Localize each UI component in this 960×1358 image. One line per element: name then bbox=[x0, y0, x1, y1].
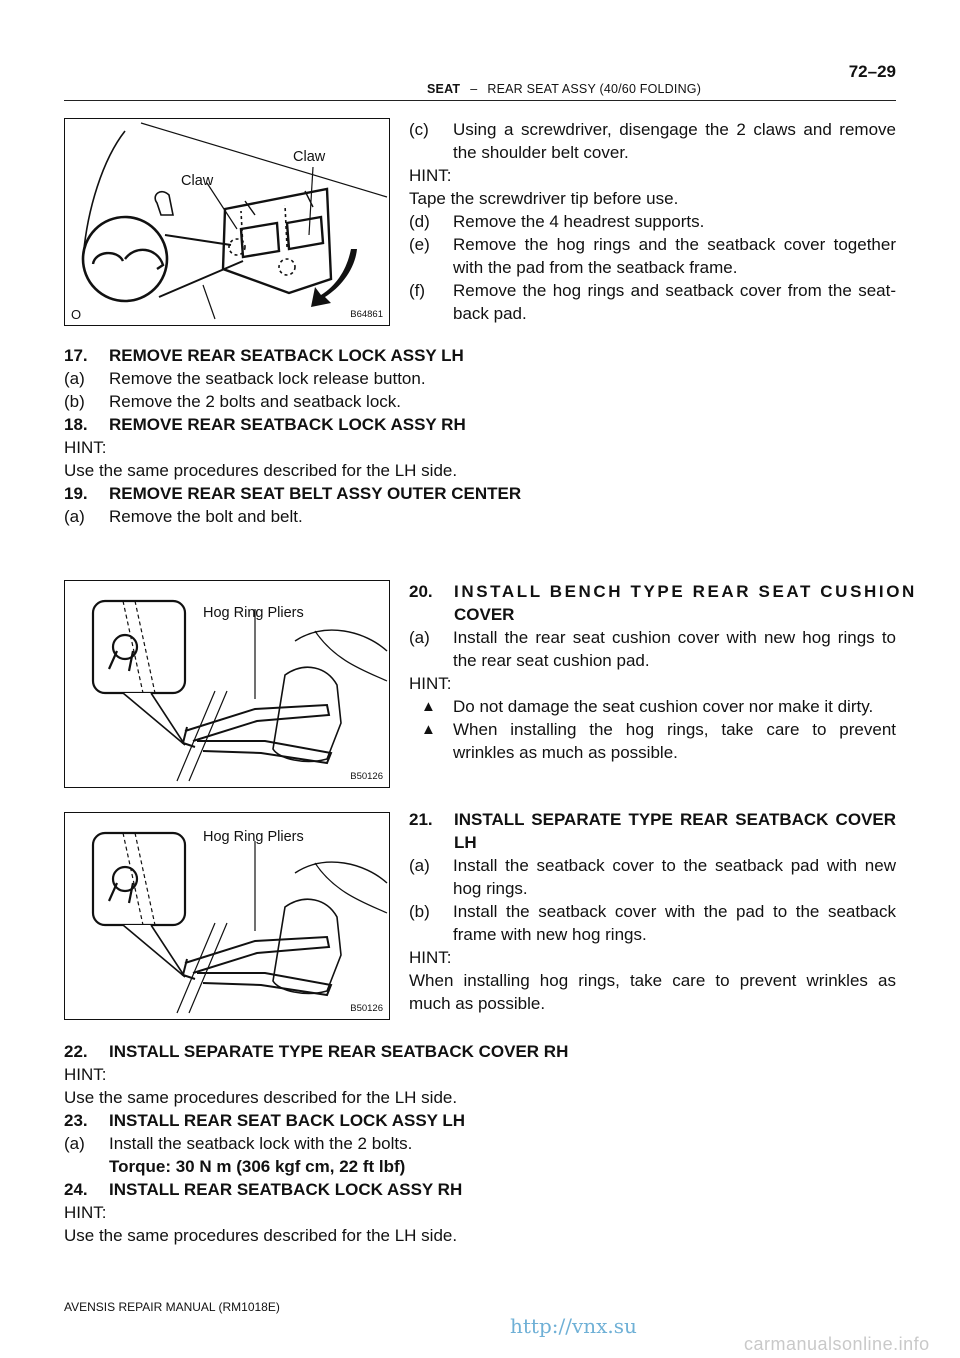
figure-id-3: B50126 bbox=[350, 1003, 383, 1014]
s21-b-line2: frame with new hog rings. bbox=[453, 925, 647, 944]
figure-id-2: B50126 bbox=[350, 771, 383, 782]
s21-a-line1: Install the seatback cover to the seatback pad with new bbox=[453, 856, 896, 875]
s24-number: 24. bbox=[64, 1180, 88, 1199]
s21-title-line1: INSTALL SEPARATE TYPE REAR SEATBACK COVER bbox=[454, 810, 896, 829]
s21-hint-label: HINT: bbox=[409, 948, 452, 967]
s19-a-label: (a) bbox=[64, 507, 85, 526]
s20-bullet-2-line1: When installing the hog rings, take care to prevent bbox=[453, 720, 896, 739]
page-number: 72–29 bbox=[848, 62, 896, 81]
header-subsection: REAR SEAT ASSY (40/60 FOLDING) bbox=[487, 82, 702, 96]
figure-corner-mark: O bbox=[71, 307, 82, 322]
s18-hint-text: Use the same procedures described for the LH side. bbox=[64, 461, 458, 480]
s22-hint-text: Use the same procedures described for the LH side. bbox=[64, 1088, 458, 1107]
s20-a-label: (a) bbox=[409, 628, 430, 647]
step-c-hint-text: Tape the screwdriver tip before use. bbox=[409, 189, 679, 208]
s21-hint-line1: When installing hog rings, take care to prevent wrinkles as bbox=[409, 971, 896, 990]
s20-bullet-1: ▲ bbox=[421, 698, 436, 715]
s19-a-text: Remove the bolt and belt. bbox=[109, 507, 303, 526]
step-f-label: (f) bbox=[409, 281, 426, 300]
s23-a-text: Install the seatback lock with the 2 bolts. bbox=[109, 1134, 413, 1153]
footer-manual-id: AVENSIS REPAIR MANUAL (RM1018E) bbox=[64, 1300, 280, 1314]
s20-title-line1: INSTALL BENCH TYPE REAR SEAT CUSHION bbox=[454, 582, 917, 601]
step-d-label: (d) bbox=[409, 212, 430, 231]
s21-title-line2: LH bbox=[454, 833, 477, 852]
step-f-line1: Remove the hog rings and seatback cover from the seat- bbox=[453, 281, 896, 300]
sections-17-19 bbox=[64, 344, 896, 528]
s19-title: REMOVE REAR SEAT BELT ASSY OUTER CENTER bbox=[109, 484, 522, 503]
s20-number: 20. bbox=[409, 582, 433, 601]
s21-number: 21. bbox=[409, 810, 433, 829]
s22-number: 22. bbox=[64, 1042, 88, 1061]
header-separator: – bbox=[470, 82, 478, 96]
s22-title: INSTALL SEPARATE TYPE REAR SEATBACK COVER RH bbox=[109, 1042, 569, 1061]
s21-hint-line2: much as possible. bbox=[409, 994, 546, 1013]
steps-c-to-f bbox=[409, 118, 896, 325]
s21-a-line2: hog rings. bbox=[453, 879, 528, 898]
sections-22-24 bbox=[64, 1040, 896, 1247]
s18-hint-label: HINT: bbox=[64, 438, 107, 457]
step-f-line2: back pad. bbox=[453, 304, 527, 323]
s23-number: 23. bbox=[64, 1111, 88, 1130]
s17-b-text: Remove the 2 bolts and seatback lock. bbox=[109, 392, 401, 411]
step-c-line1: Using a screwdriver, disengage the 2 claws and remove bbox=[453, 120, 896, 139]
s20-title-line2: COVER bbox=[454, 605, 515, 624]
s17-a-text: Remove the seatback lock release button. bbox=[109, 369, 426, 388]
step-e-label: (e) bbox=[409, 235, 430, 254]
callout-hog-ring-pliers-1: Hog Ring Pliers bbox=[203, 605, 304, 621]
s21-a-label: (a) bbox=[409, 856, 430, 875]
step-d-text: Remove the 4 headrest supports. bbox=[453, 212, 705, 231]
step-e-line1: Remove the hog rings and the seatback cover together bbox=[453, 235, 896, 254]
section-20 bbox=[409, 580, 917, 764]
step-c-line2: the shoulder belt cover. bbox=[453, 143, 629, 162]
s24-hint-label: HINT: bbox=[64, 1203, 107, 1222]
s23-a-label: (a) bbox=[64, 1134, 85, 1153]
header-rule bbox=[64, 100, 896, 101]
s17-number: 17. bbox=[64, 346, 88, 365]
figure-hog-ring-pliers-1 bbox=[64, 580, 390, 788]
figure-id: B64861 bbox=[350, 309, 383, 320]
callout-hog-ring-pliers-2: Hog Ring Pliers bbox=[203, 829, 304, 845]
s18-number: 18. bbox=[64, 415, 88, 434]
s21-b-line1: Install the seatback cover with the pad to the seatback bbox=[453, 902, 896, 921]
s20-bullet-2: ▲ bbox=[421, 721, 436, 738]
step-c-hint-label: HINT: bbox=[409, 166, 452, 185]
s20-a-line2: the rear seat cushion pad. bbox=[453, 651, 650, 670]
s20-bullet-2-line2: wrinkles as much as possible. bbox=[453, 743, 678, 762]
s20-a-line1: Install the rear seat cushion cover with new hog rings to bbox=[453, 628, 896, 647]
claw-illustration bbox=[65, 119, 389, 325]
s24-title: INSTALL REAR SEATBACK LOCK ASSY RH bbox=[109, 1180, 463, 1199]
step-c-label: (c) bbox=[409, 120, 429, 139]
s18-title: REMOVE REAR SEATBACK LOCK ASSY RH bbox=[109, 415, 466, 434]
s17-b-label: (b) bbox=[64, 392, 85, 411]
header-section: SEAT bbox=[427, 82, 461, 96]
s19-number: 19. bbox=[64, 484, 88, 503]
s17-title: REMOVE REAR SEATBACK LOCK ASSY LH bbox=[109, 346, 464, 365]
s20-hint-label: HINT: bbox=[409, 674, 452, 693]
s23-torque: Torque: 30 N m (306 kgf cm, 22 ft lbf) bbox=[109, 1157, 406, 1176]
s23-title: INSTALL REAR SEAT BACK LOCK ASSY LH bbox=[109, 1111, 466, 1130]
s17-a-label: (a) bbox=[64, 369, 85, 388]
figure-hog-ring-pliers-2 bbox=[64, 812, 390, 1020]
watermark-url[interactable]: http://vnx.su bbox=[510, 1314, 637, 1338]
s22-hint-label: HINT: bbox=[64, 1065, 107, 1084]
figure-claw-diagram bbox=[64, 118, 390, 326]
watermark-site: carmanualsonline.info bbox=[744, 1334, 930, 1354]
running-header bbox=[427, 82, 701, 96]
section-21 bbox=[409, 808, 896, 1015]
s20-bullet-1-text: Do not damage the seat cushion cover nor make it dirty. bbox=[453, 697, 874, 716]
callout-claw-lower: Claw bbox=[181, 173, 214, 189]
callout-claw-upper: Claw bbox=[293, 149, 326, 165]
step-e-line2: with the pad from the seatback frame. bbox=[453, 258, 738, 277]
s21-b-label: (b) bbox=[409, 902, 430, 921]
s24-hint-text: Use the same procedures described for the LH side. bbox=[64, 1226, 458, 1245]
